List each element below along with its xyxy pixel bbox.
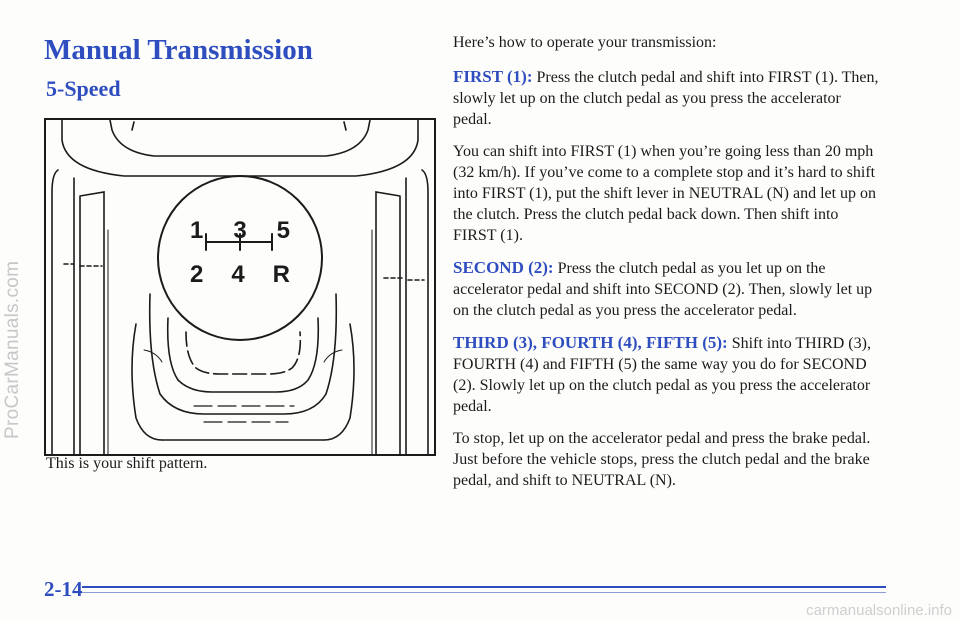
- gear-label: 2: [190, 261, 204, 288]
- gear-label: 5: [276, 217, 290, 244]
- section-subtitle: 5-Speed: [46, 76, 121, 101]
- shift-pattern-labels: [190, 219, 290, 287]
- paragraph-lead: THIRD (3), FOURTH (4), FIFTH (5):: [453, 333, 728, 352]
- paragraph-lead: SECOND (2):: [453, 258, 554, 277]
- paragraph-text: Here’s how to operate your transmission:: [453, 34, 717, 51]
- gear-label: 1: [190, 217, 204, 244]
- paragraph-higher-gears: [453, 332, 883, 417]
- right-tunnel-outer: [422, 170, 428, 454]
- side-watermark: ProCarManuals.com: [2, 260, 23, 440]
- footer-watermark: carmanualsonline.info: [806, 602, 952, 619]
- instructions-column: [453, 32, 883, 502]
- footer-rule: [82, 592, 886, 593]
- console-top-outer: [62, 120, 418, 176]
- page-number: 2-14: [44, 577, 83, 601]
- footer-rule: [82, 586, 886, 588]
- gear-label: R: [272, 261, 290, 288]
- paragraph-second-gear: [453, 257, 883, 321]
- boot-right-side: [324, 324, 354, 440]
- paragraph-text: Press the clutch pedal and shift into FIRST (1). Then, slowly let up on the clutch pedal as you press the accelerator pedal.: [453, 69, 879, 128]
- boot-left-side: [132, 324, 162, 440]
- right-tunnel-panel: [376, 192, 400, 454]
- left-tunnel-detail: [64, 264, 102, 266]
- paragraph-text: Shift into THIRD (3), FOURTH (4) and FIFTH (5) the same way you do for SECOND (2). Slowly let up on the clutch pedal as you press the accelerator pedal.: [453, 335, 871, 415]
- paragraph-first-gear: [453, 66, 883, 130]
- paragraph-text: Press the clutch pedal as you let up on the accelerator pedal and shift into SECOND (2). Then, slowly let up on the clutch pedal as you press the accelerator pedal.: [453, 260, 873, 319]
- gear-label: 3: [233, 217, 247, 244]
- paragraph-text: You can shift into FIRST (1) when you’re going less than 20 mph (32 km/h). If you’ve come to a complete stop and it’s hard to shift into FIRST (1), put the shift lever in NEUTRAL (N) and let up on the clutch. Press the clutch pedal back down. Then shift into FIRST (1).: [453, 143, 877, 244]
- paragraph: [453, 32, 883, 53]
- boot-fold: [144, 350, 342, 362]
- paragraph-text: To stop, let up on the accelerator pedal and press the brake pedal. Just before the vehicle stops, press the clutch pedal and the brake pedal, and shift to NEUTRAL (N).: [453, 430, 871, 489]
- paragraph-lead: FIRST (1):: [453, 67, 533, 86]
- gear-label: 4: [231, 261, 245, 288]
- figure-caption: This is your shift pattern.: [46, 455, 208, 472]
- right-tunnel-detail: [384, 278, 424, 280]
- page-title: Manual Transmission: [44, 34, 313, 66]
- left-tunnel-panel: [80, 192, 104, 454]
- paragraph: [453, 141, 883, 246]
- console-top-inner: [110, 120, 370, 156]
- paragraph-stopping: [453, 428, 883, 491]
- console-top-face: [132, 122, 346, 130]
- left-tunnel-outer: [52, 170, 58, 454]
